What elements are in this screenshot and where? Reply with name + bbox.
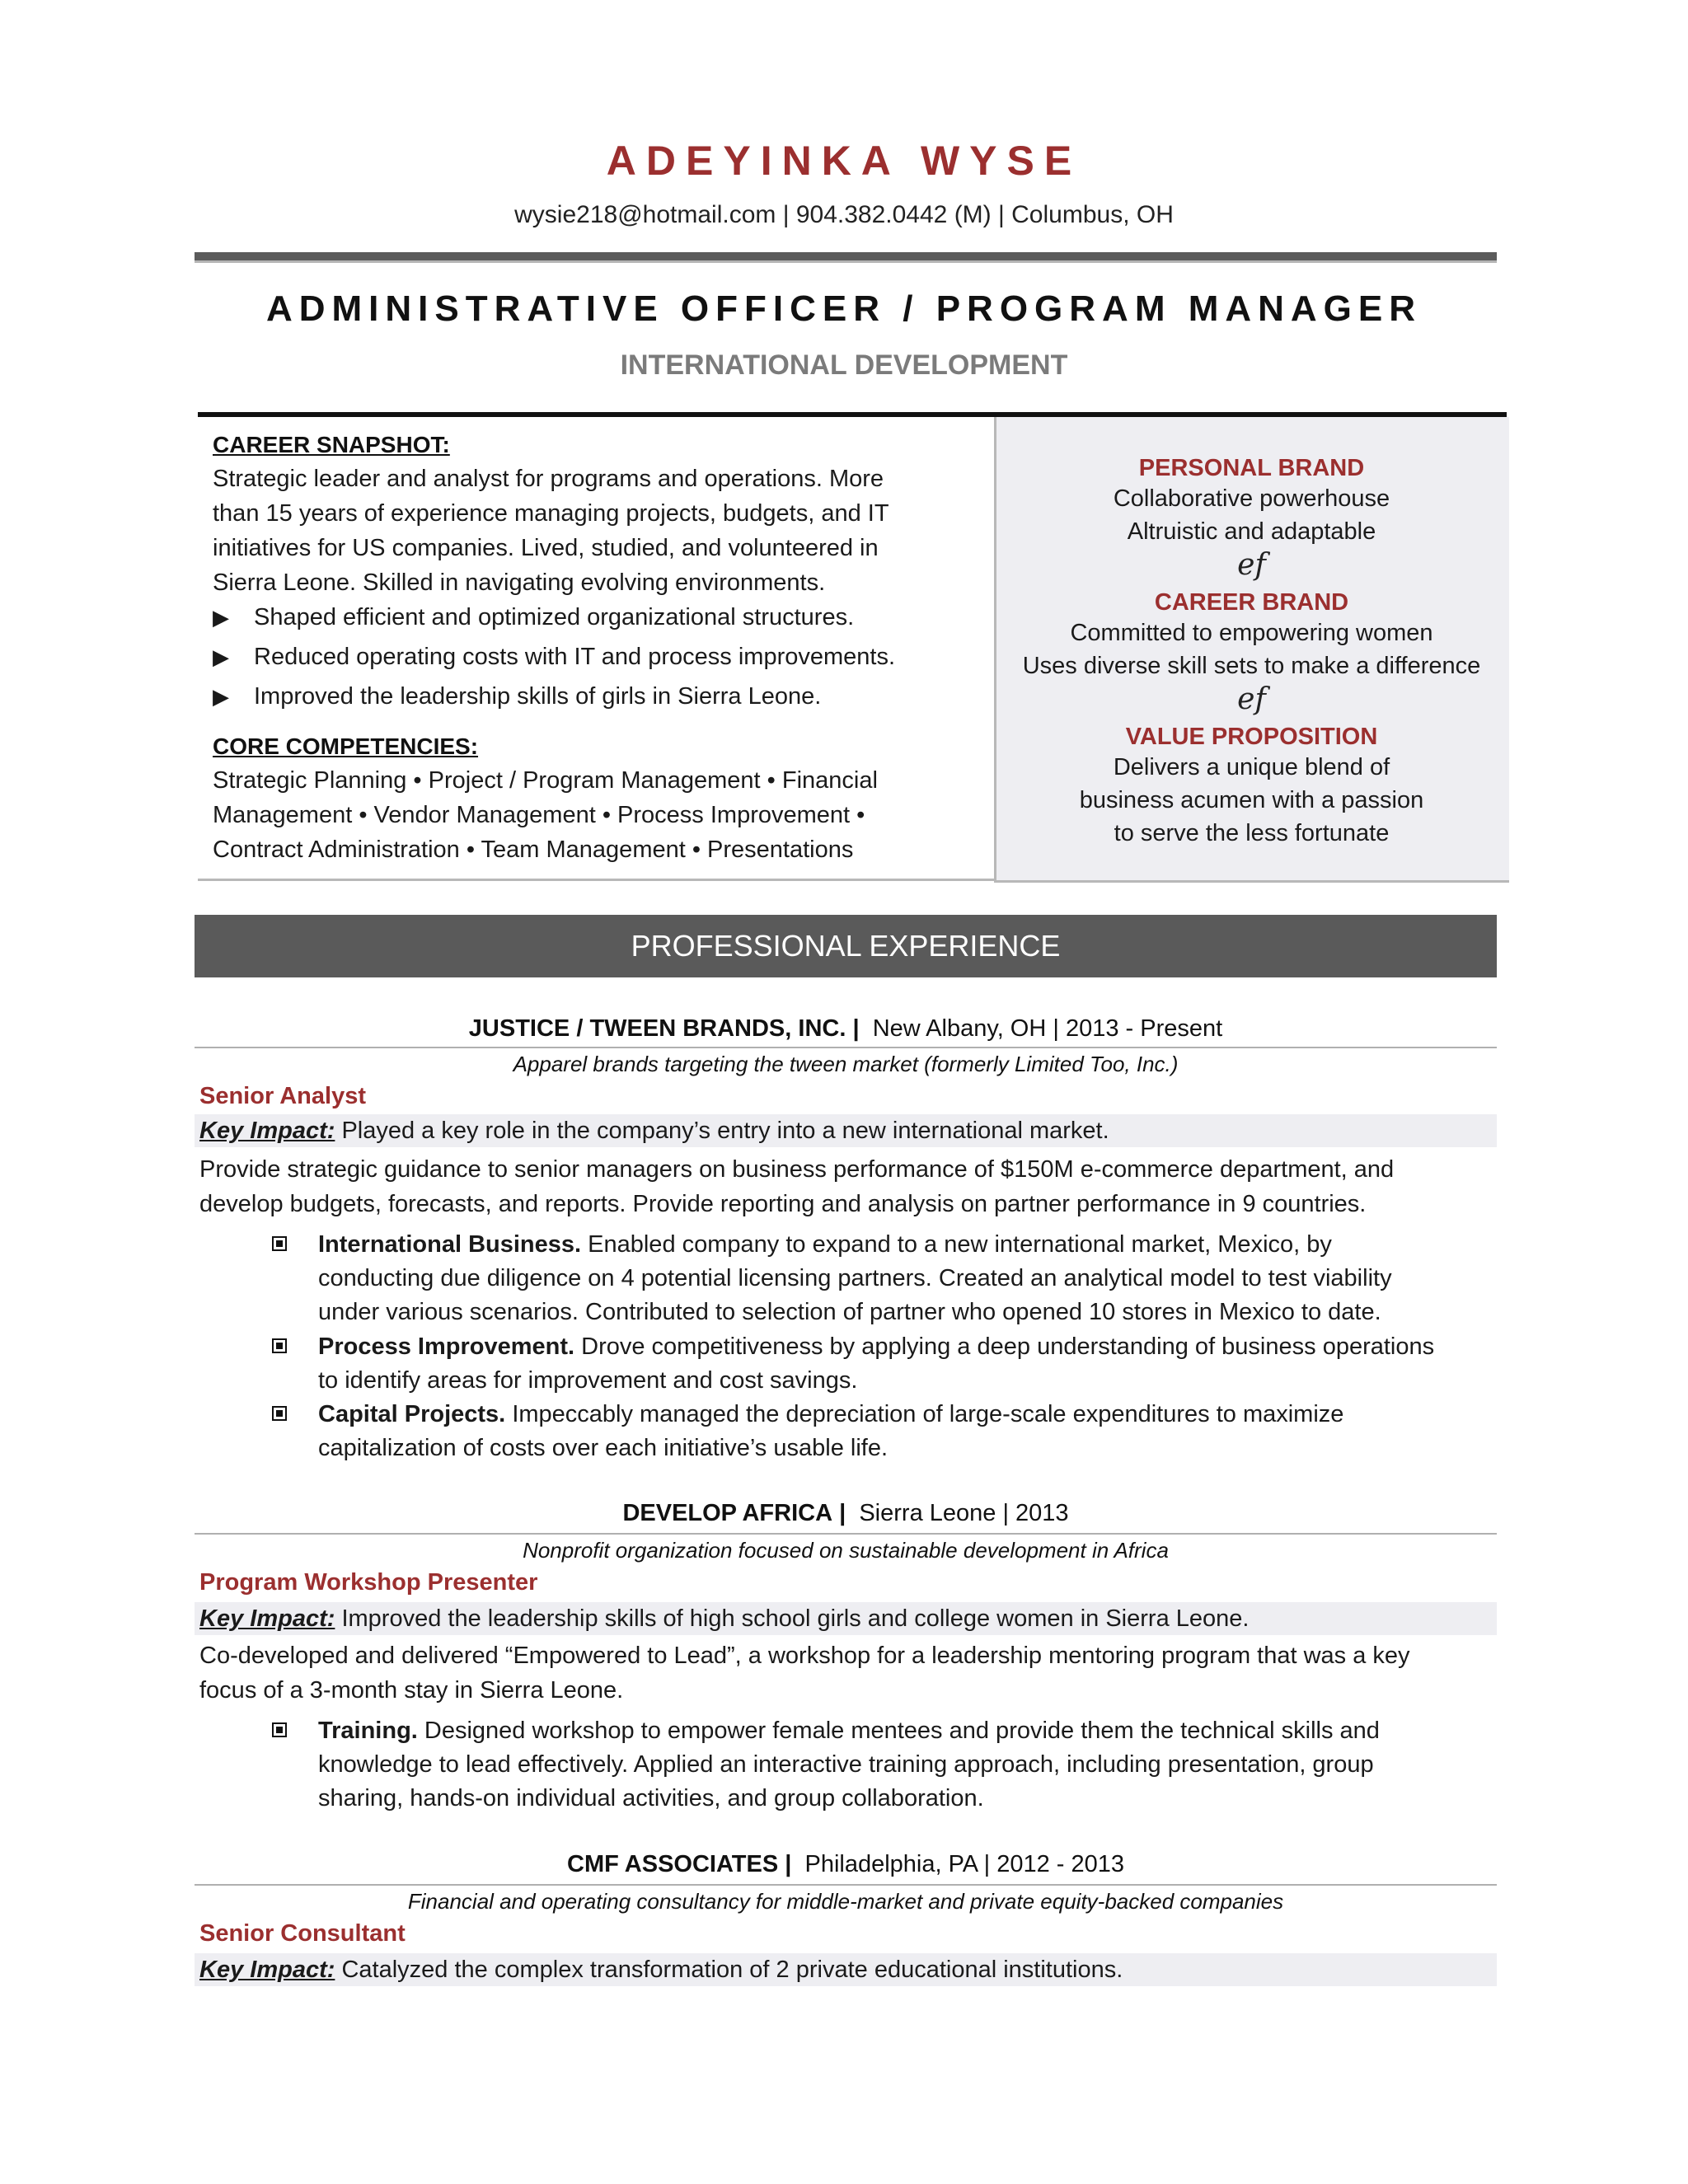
- job-bullet: Training. Designed workshop to empower female mentees and provide them the technical skills and knowledge to lead effectively. Applied an interactive training approach, including presentation, group sharing, hands-on individual activities, and group collaboration.: [318, 1718, 1380, 1811]
- box-bullet-icon: [272, 1406, 287, 1425]
- snapshot-line: Strategic leader and analyst for programs and operations. More: [213, 466, 884, 492]
- company-line: DEVELOP AFRICA | Sierra Leone | 2013: [622, 1500, 1069, 1526]
- career-brand-heading: CAREER BRAND: [1154, 589, 1349, 616]
- value-proposition-heading: VALUE PROPOSITION: [1125, 724, 1378, 750]
- snapshot-bullet: ▶ Reduced operating costs with IT and process improvements.: [213, 644, 896, 670]
- bullet-head: Training.: [318, 1718, 418, 1744]
- core-competencies-text: [213, 763, 979, 867]
- job-summary: [199, 1638, 1497, 1708]
- job-title: ADMINISTRATIVE OFFICER / PROGRAM MANAGER: [265, 288, 1423, 329]
- candidate-name: ADEYINKA WYSE: [606, 138, 1082, 184]
- key-impact-row: [195, 1602, 1497, 1635]
- triangle-bullet-icon: ▶: [213, 644, 229, 669]
- career-brand-line: Committed to empowering women: [1070, 620, 1433, 646]
- company-tagline: Financial and operating consultancy for middle-market and private equity-backed companies: [407, 1889, 1284, 1914]
- personal-brand-heading: PERSONAL BRAND: [1138, 455, 1365, 481]
- job-subtitle: INTERNATIONAL DEVELOPMENT: [620, 349, 1068, 381]
- company-name: DEVELOP AFRICA: [622, 1500, 833, 1526]
- company-name: CMF ASSOCIATES: [567, 1851, 779, 1877]
- company-line: CMF ASSOCIATES | Philadelphia, PA | 2012 - 2013: [567, 1851, 1124, 1877]
- career-brand-line: Uses diverse skill sets to make a difference: [1022, 653, 1481, 679]
- snapshot-line: Sierra Leone. Skilled in navigating evolving environments.: [213, 569, 826, 596]
- key-impact-row: [195, 1114, 1497, 1147]
- core-competencies-heading: CORE COMPETENCIES:: [213, 733, 479, 759]
- key-impact-label: Key Impact:: [199, 1118, 335, 1144]
- company-location-dates: Sierra Leone | 2013: [859, 1500, 1069, 1526]
- snapshot-bullets: [213, 600, 979, 719]
- competency-line: Contract Administration • Team Management • Presentations: [213, 837, 854, 863]
- key-impact-row: [195, 1953, 1497, 1986]
- summary-line: Co-developed and delivered “Empowered to Lead”, a workshop for a leadership mentoring program that was a key: [199, 1643, 1410, 1669]
- company-line: JUSTICE / TWEEN BRANDS, INC. | New Albany, OH | 2013 - Present: [468, 1015, 1223, 1042]
- job-summary: [199, 1152, 1497, 1221]
- value-proposition-line: business acumen with a passion: [1079, 787, 1424, 813]
- company-location-dates: New Albany, OH | 2013 - Present: [872, 1015, 1223, 1042]
- value-proposition-line: Delivers a unique blend of: [1113, 754, 1390, 780]
- role-title: Program Workshop Presenter: [199, 1569, 538, 1596]
- snapshot-line: initiatives for US companies. Lived, studied, and volunteered in: [213, 535, 879, 561]
- bullet-head: International Business.: [318, 1231, 582, 1258]
- value-proposition-line: to serve the less fortunate: [1114, 820, 1390, 846]
- snapshot-bullet: ▶ Shaped efficient and optimized organizational structures.: [213, 604, 855, 630]
- company-divider: [195, 1047, 1497, 1048]
- personal-brand-line: Collaborative powerhouse: [1113, 485, 1390, 512]
- job-bullet: International Business. Enabled company to expand to a new international market, Mexico, by conducting due diligence on 4 potential licensing partners. Created an analytical model to test viability under various scenarios. Contributed to selection of partner who opened 10 stores in Mexico to date.: [318, 1231, 1392, 1325]
- company-divider: [195, 1884, 1497, 1886]
- summary-line: focus of a 3-month stay in Sierra Leone.: [199, 1677, 624, 1704]
- brand-content: [996, 455, 1507, 850]
- snapshot-line: than 15 years of experience managing projects, budgets, and IT: [213, 500, 889, 527]
- summary-bottom-rule: [198, 879, 994, 881]
- personal-brand-line: Altruistic and adaptable: [1127, 518, 1376, 545]
- header-divider: [195, 252, 1497, 263]
- box-bullet-icon: [272, 1236, 287, 1255]
- career-snapshot-text: [213, 462, 979, 600]
- role-title: Senior Analyst: [199, 1083, 366, 1109]
- flourish-icon: ef: [1237, 682, 1266, 716]
- bullet-head: Capital Projects.: [318, 1401, 506, 1427]
- company-name: JUSTICE / TWEEN BRANDS, INC.: [468, 1015, 846, 1042]
- job-bullet: Process Improvement. Drove competitiveness by applying a deep understanding of business operations to identify areas for improvement and cost savings.: [318, 1333, 1435, 1394]
- box-bullet-icon: [272, 1338, 287, 1357]
- box-bullet-icon: [272, 1722, 287, 1741]
- key-impact-text: Improved the leadership skills of high school girls and college women in Sierra Leone.: [341, 1605, 1250, 1632]
- career-snapshot-heading: CAREER SNAPSHOT:: [213, 432, 450, 457]
- bullet-head: Process Improvement.: [318, 1333, 575, 1360]
- flourish-icon: ef: [1237, 548, 1266, 582]
- triangle-bullet-icon: ▶: [213, 684, 229, 709]
- summary-line: Provide strategic guidance to senior managers on business performance of $150M e-commerce department, and: [199, 1156, 1395, 1183]
- professional-experience-heading: PROFESSIONAL EXPERIENCE: [195, 915, 1497, 977]
- summary-line: develop budgets, forecasts, and reports. Provide reporting and analysis on partner performance in 9 countries.: [199, 1191, 1367, 1217]
- key-impact-text: Catalyzed the complex transformation of 2 private educational institutions.: [341, 1957, 1123, 1983]
- key-impact-label: Key Impact:: [199, 1605, 335, 1632]
- job-bullet: Capital Projects. Impeccably managed the depreciation of large-scale expenditures to maximize capitalization of costs over each initiative’s usable life.: [318, 1401, 1344, 1461]
- company-tagline: Apparel brands targeting the tween market (formerly Limited Too, Inc.): [513, 1052, 1179, 1076]
- company-divider: [195, 1533, 1497, 1535]
- triangle-bullet-icon: ▶: [213, 605, 229, 630]
- role-title: Senior Consultant: [199, 1920, 406, 1947]
- company-tagline: Nonprofit organization focused on sustainable development in Africa: [523, 1538, 1169, 1563]
- contact-line: wysie218@hotmail.com | 904.382.0442 (M) | Columbus, OH: [514, 201, 1174, 228]
- competency-line: Management • Vendor Management • Process Improvement •: [213, 802, 865, 828]
- snapshot-bullet: ▶ Improved the leadership skills of girls in Sierra Leone.: [213, 683, 822, 710]
- key-impact-label: Key Impact:: [199, 1957, 335, 1983]
- company-location-dates: Philadelphia, PA | 2012 - 2013: [804, 1851, 1124, 1877]
- key-impact-text: Played a key role in the company’s entry into a new international market.: [341, 1118, 1109, 1144]
- competency-line: Strategic Planning • Project / Program Management • Financial: [213, 767, 878, 794]
